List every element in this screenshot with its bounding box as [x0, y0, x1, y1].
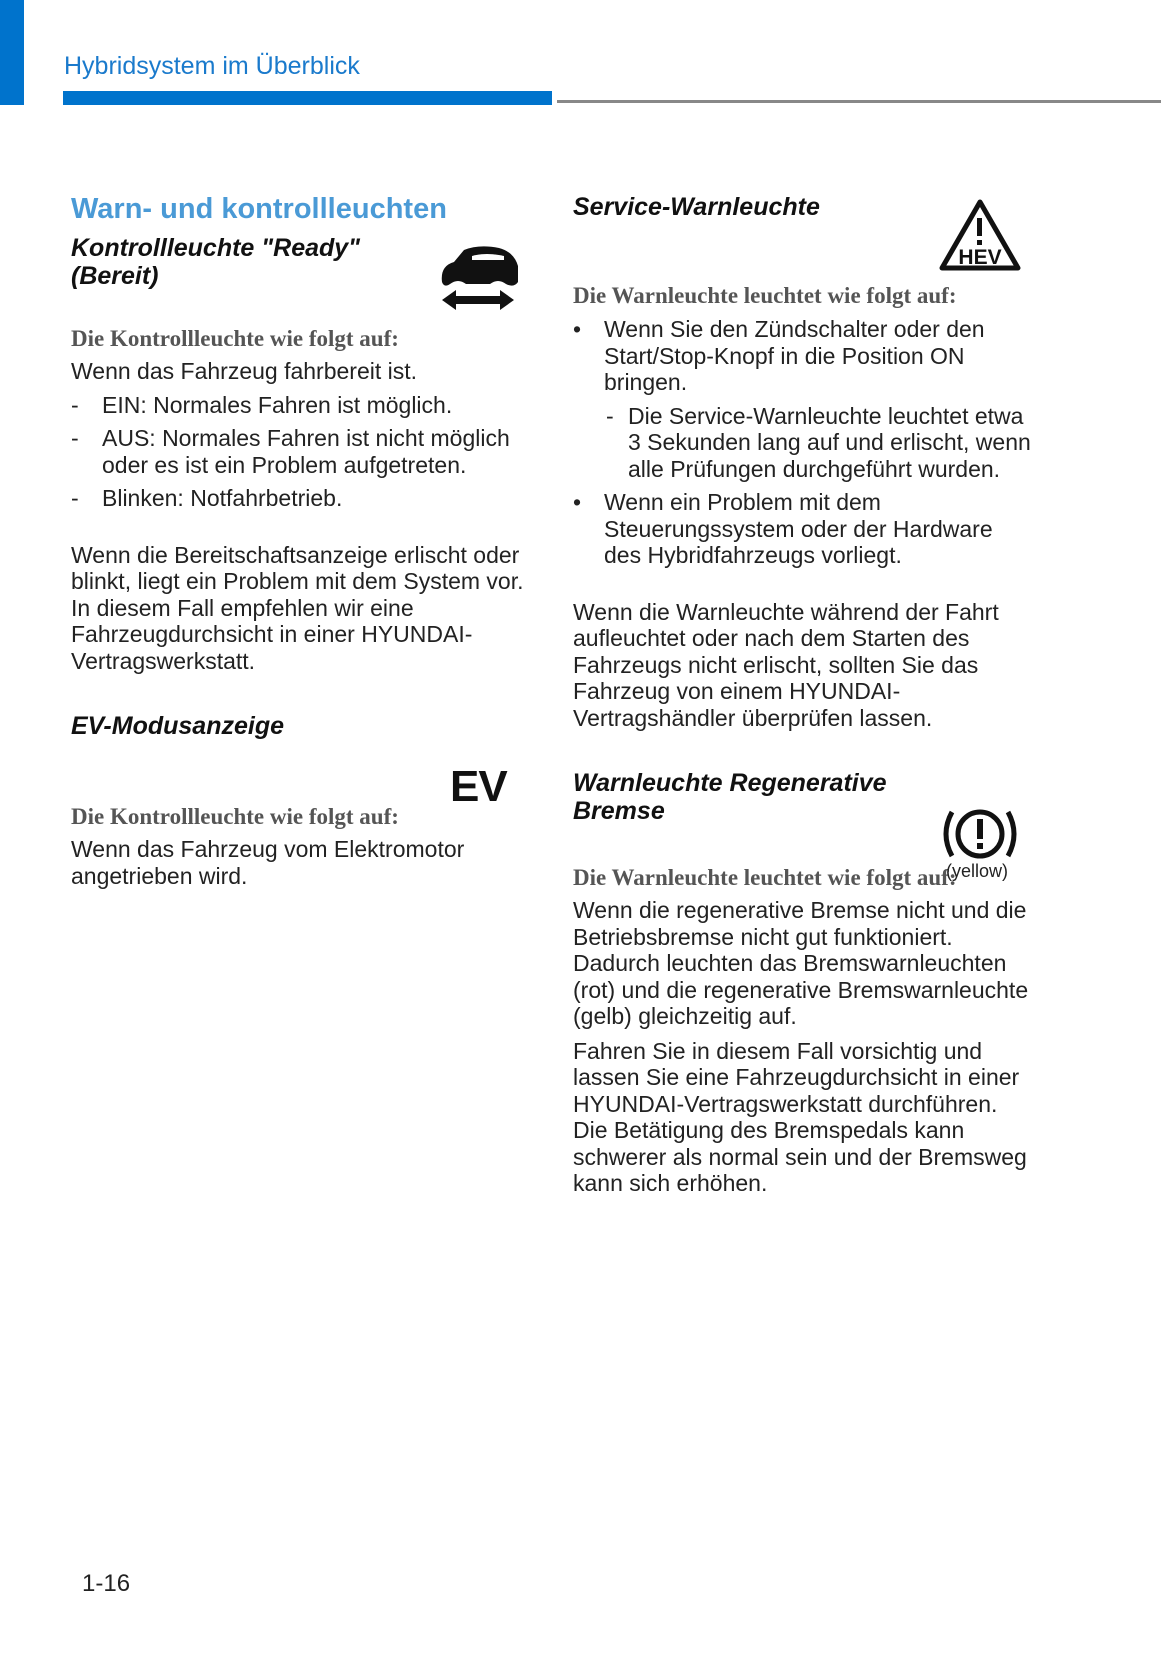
header-underline	[63, 91, 552, 105]
dash-marker: -	[71, 425, 79, 451]
regen-icon-caption: (yellow)	[946, 861, 1009, 881]
ev-title: EV-Modusanzeige	[71, 712, 284, 740]
list-item	[71, 485, 531, 512]
bullet-marker: •	[573, 316, 582, 342]
list-item	[71, 425, 531, 478]
ready-title-line1: Kontrollleuchte "Ready"	[71, 234, 361, 262]
regen-lead: Die Warnleuchte leuchtet wie folgt auf:	[573, 865, 957, 890]
list-item	[573, 489, 1033, 569]
ready-intro: Wenn das Fahrzeug fahrbereit ist.	[71, 358, 418, 384]
page-number: 1-16	[82, 1570, 131, 1597]
service-title: Service-Warnleuchte	[573, 193, 820, 221]
ev-mode-icon: EV	[450, 762, 507, 811]
regen-text-1: Wenn die regenerative Bremse nicht und die Betriebsbremse nicht gut funktioniert. Dadurch leuchten das Bremswarnleuchten (rot) und die regenerative Bremswarnleuchte (gelb) gleichzeitig auf.	[573, 897, 1029, 1029]
list-item	[573, 316, 1033, 396]
hev-warning-triangle-icon	[938, 198, 1022, 272]
regen-brake-warning-icon	[940, 804, 1020, 864]
list-item-text: EIN: Normales Fahren ist möglich.	[102, 391, 453, 418]
ready-title-line2: (Bereit)	[71, 262, 159, 290]
list-item-text: AUS: Normales Fahren ist nicht möglich oder es ist ein Problem aufgetreten.	[102, 425, 510, 478]
sub-list-item	[573, 403, 1033, 483]
hev-icon-text: HEV	[958, 246, 1002, 269]
dash-marker: -	[606, 402, 614, 429]
list-item-text: Wenn ein Problem mit dem Steuerungssystem oder der Hardware des Hybridfahrzeugs vorliegt.	[604, 489, 993, 568]
list-item-text: Wenn Sie den Zündschalter oder den Start/Stop-Knopf in die Position ON bringen.	[604, 316, 985, 395]
dash-marker: -	[71, 485, 79, 511]
regen-text-2: Fahren Sie in diesem Fall vorsichtig und lassen Sie eine Fahrzeugdurchsicht in einer HYUNDAI-Vertragswerkstatt durchführen. Die Betätigung des Bremspedals kann schwerer als normal sein und der Bremsweg kann sich erhöhen.	[573, 1037, 1027, 1196]
regen-title-line2: Bremse	[573, 797, 665, 825]
section-title: Warn- und kontrollleuchten	[71, 193, 447, 225]
dash-marker: -	[71, 391, 79, 418]
bullet-marker: •	[573, 489, 582, 515]
header-accent-bar	[0, 0, 24, 105]
list-item-text: Blinken: Notfahrbetrieb.	[102, 485, 343, 511]
ev-lead: Die Kontrollleuchte wie folgt auf:	[71, 804, 399, 829]
service-lead: Die Warnleuchte leuchtet wie folgt auf:	[573, 283, 957, 308]
header-title: Hybridsystem im Überblick	[64, 52, 360, 80]
ready-lead: Die Kontrollleuchte wie folgt auf:	[71, 326, 399, 351]
header-divider	[557, 100, 1161, 103]
service-note: Wenn die Warnleuchte während der Fahrt aufleuchtet oder nach dem Starten des Fahrzeugs nicht erlischt, sollten Sie das Fahrzeug von einem HYUNDAI-Vertragshändler überprüfen lassen.	[573, 598, 999, 731]
list-item	[71, 392, 531, 419]
regen-title-line1: Warnleuchte Regenerative	[573, 769, 887, 797]
right-column	[573, 193, 1033, 1197]
car-ready-icon	[434, 244, 524, 310]
ready-note: Wenn die Bereitschaftsanzeige erlischt oder blinkt, liegt ein Problem mit dem System vor. In diesem Fall empfehlen wir eine Fahrzeugdurchsicht in einer HYUNDAI-Vertragswerkstatt.	[71, 541, 524, 674]
ev-text: Wenn das Fahrzeug vom Elektromotor angetrieben wird.	[71, 836, 465, 889]
list-item-text: Die Service-Warnleuchte leuchtet etwa 3 Sekunden lang auf und erlischt, wenn alle Prüfungen durchgeführt wurden.	[628, 402, 1031, 482]
